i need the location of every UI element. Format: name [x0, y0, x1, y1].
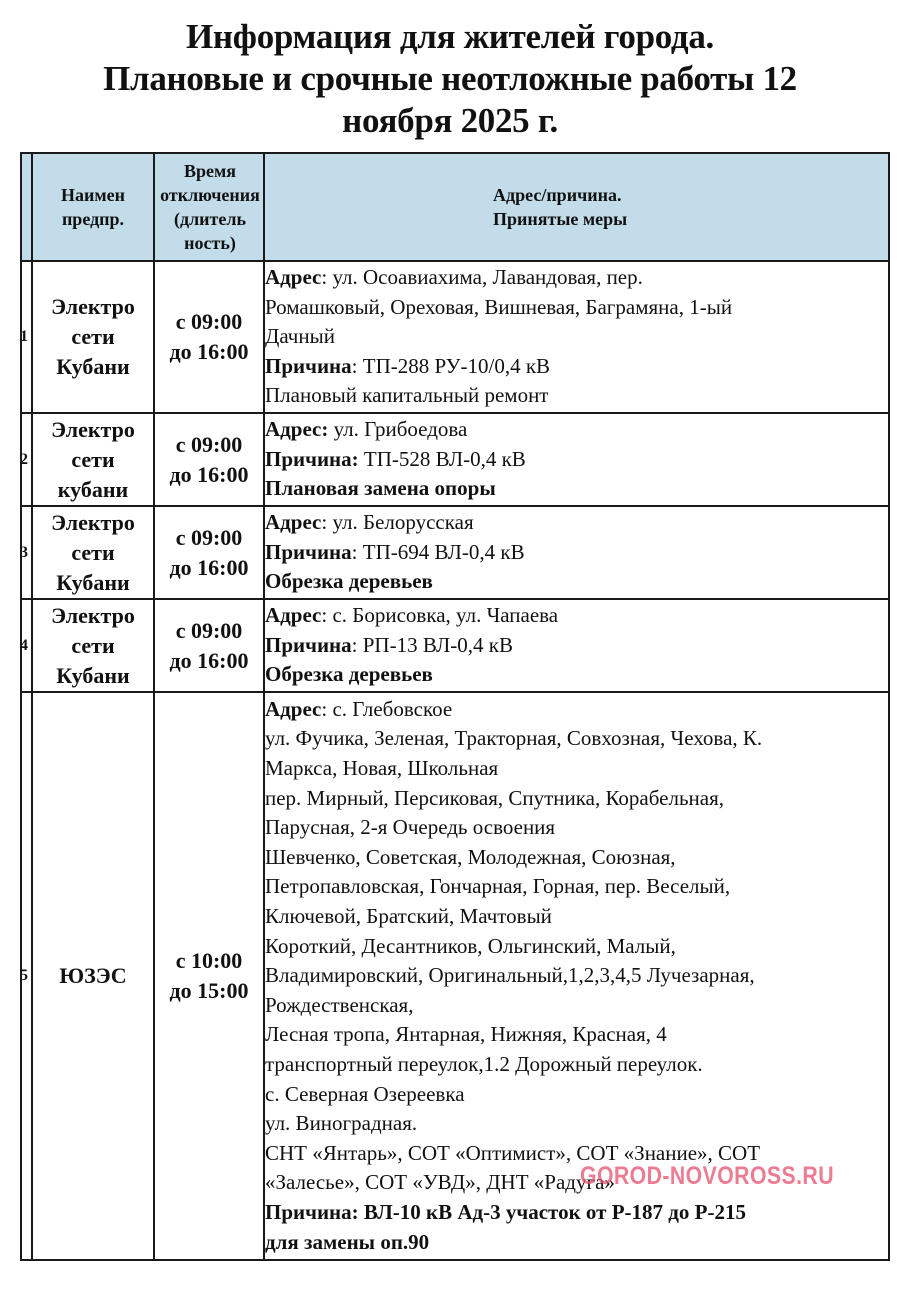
address-text: Ключевой, Братский, Мачтовый [265, 904, 552, 929]
header-num [21, 153, 32, 261]
table-row [21, 261, 889, 413]
organization-cell [32, 692, 154, 1260]
reason-text: : ТП-288 РУ-10/0,4 кВ [351, 353, 551, 378]
address-text: Короткий, Десантников, Ольгинский, Малый, [265, 933, 676, 958]
address-line [265, 724, 888, 754]
address-text: Ромашковый, Ореховая, Вишневая, Баграмяна, 1-ый [265, 294, 733, 319]
address-text: Лесная тропа, Янтарная, Нижняя, Красная, 4 [265, 1022, 667, 1047]
address-line [265, 754, 888, 784]
header-time-line: (длитель [173, 209, 247, 229]
outage-time-cell [154, 261, 264, 413]
row-number-text: 3 [20, 543, 28, 561]
reason-label: Причина: [265, 446, 359, 471]
header-address-line: Адрес/причина. [493, 185, 622, 205]
address-line [265, 1109, 888, 1139]
measure-line: Обрезка деревьев [265, 569, 433, 594]
address-label: Адрес [265, 265, 322, 290]
header-address [264, 153, 889, 261]
address-text: : с. Борисовка, ул. Чапаева [321, 603, 559, 628]
reason-line [265, 1198, 888, 1228]
address-line [265, 902, 888, 932]
reason-line [265, 631, 888, 661]
outage-start-time: с 09:00 [175, 309, 243, 334]
address-line [265, 1139, 888, 1169]
address-line [265, 843, 888, 873]
organization-name-line: сети [71, 539, 115, 565]
table-row [21, 413, 889, 506]
address-line [265, 932, 888, 962]
address-label: Адрес [265, 603, 322, 628]
measure-line: Обрезка деревьев [265, 662, 433, 687]
outage-time-cell [154, 413, 264, 506]
address-line [265, 415, 888, 445]
address-line [265, 1050, 888, 1080]
address-line [265, 872, 888, 902]
address-line [265, 293, 888, 323]
address-reason-cell [264, 413, 889, 506]
address-line [265, 263, 888, 293]
row-number [21, 261, 32, 413]
header-org [32, 153, 154, 261]
row-number [21, 413, 32, 506]
reason-line [265, 352, 888, 382]
reason-line [265, 445, 888, 475]
measure-line: для замены оп.90 [265, 1229, 430, 1254]
table-row [21, 506, 889, 599]
header-time-line: Время [183, 161, 236, 181]
organization-name-line: Электро [51, 416, 135, 442]
reason-label: Причина [265, 632, 352, 657]
outage-end-time: до 16:00 [169, 647, 249, 673]
reason-label: Причина: ВЛ-10 кВ Ад-3 участок от Р-187 до Р-215 [265, 1199, 746, 1224]
row-number-text: 4 [20, 636, 28, 654]
measure-line: Плановая замена опоры [265, 476, 496, 501]
address-line [265, 784, 888, 814]
address-line [265, 601, 888, 631]
organization-name-line: Кубани [56, 662, 130, 688]
address-line [265, 813, 888, 843]
table-row [21, 692, 889, 1260]
organization-name-line: кубани [57, 476, 129, 502]
header-org-line: Наимен [61, 185, 125, 205]
address-text: Шевченко, Советская, Молодежная, Союзная, [265, 844, 676, 869]
works-table [20, 152, 890, 1261]
outage-time-cell [154, 599, 264, 692]
title-line: Информация для жителей города. [186, 17, 714, 56]
outage-time-cell [154, 692, 264, 1260]
organization-cell [32, 261, 154, 413]
header-org-line: предпр. [61, 209, 125, 229]
title-line: Плановые и срочные неотложные работы 12 [103, 59, 797, 98]
organization-name-line: сети [71, 632, 115, 658]
address-text: транспортный переулок,1.2 Дорожный переулок. [265, 1051, 703, 1076]
reason-text: : ТП-694 ВЛ-0,4 кВ [351, 539, 525, 564]
address-text: Владимировский, Оригинальный,1,2,3,4,5 Лучезарная, [265, 963, 755, 988]
organization-name-line: Электро [51, 509, 135, 535]
address-text: Петропавловская, Гончарная, Горная, пер. Веселый, [265, 874, 731, 899]
row-number-text: 1 [20, 328, 28, 345]
address-line [265, 695, 888, 725]
measure-line: Плановый капитальный ремонт [265, 383, 549, 408]
address-text: «Залесье», СОТ «УВД», ДНТ «Радуга» [265, 1170, 615, 1195]
row-number-text: 5 [20, 967, 28, 984]
organization-cell [32, 506, 154, 599]
organization-cell [32, 599, 154, 692]
outage-end-time: до 16:00 [169, 554, 249, 580]
table-row [21, 599, 889, 692]
reason-text: : РП-13 ВЛ-0,4 кВ [351, 632, 513, 657]
address-reason-cell [264, 692, 889, 1260]
address-text: Парусная, 2-я Очередь освоения [265, 815, 556, 840]
reason-text: ТП-528 ВЛ-0,4 кВ [358, 446, 526, 471]
address-text: пер. Мирный, Персиковая, Спутника, Корабельная, [265, 785, 724, 810]
address-reason-cell [264, 506, 889, 599]
address-reason-cell [264, 599, 889, 692]
page-title [0, 16, 900, 142]
organization-cell [32, 413, 154, 506]
address-label: Адрес [265, 510, 322, 535]
outage-time-cell [154, 506, 264, 599]
outage-end-time: до 15:00 [169, 978, 249, 1003]
address-text: с. Северная Озереевка [265, 1081, 465, 1106]
address-text: ул. Фучика, Зеленая, Тракторная, Совхозная, Чехова, К. [265, 726, 763, 751]
address-text: ул. Виноградная. [265, 1111, 418, 1136]
address-text: СНТ «Янтарь», СОТ «Оптимист», СОТ «Знание», СОТ [265, 1140, 761, 1165]
header-time-line: ность) [184, 233, 236, 253]
address-text: : ул. Осоавиахима, Лавандовая, пер. [321, 265, 643, 290]
address-text: Рождественская, [265, 992, 414, 1017]
address-line [265, 322, 888, 352]
address-line [265, 508, 888, 538]
outage-start-time: с 09:00 [175, 617, 243, 643]
address-text: : ул. Белорусская [321, 510, 474, 535]
reason-line [265, 538, 888, 568]
address-line [265, 961, 888, 991]
header-time [154, 153, 264, 261]
watermark: GOROD-NOVOROSS.RU [580, 1162, 834, 1190]
address-line [265, 991, 888, 1021]
organization-name-line: Кубани [56, 354, 130, 379]
organization-name-line: Кубани [56, 569, 130, 595]
outage-start-time: с 09:00 [175, 431, 243, 457]
title-line: ноября 2025 г. [342, 101, 558, 140]
address-reason-cell [264, 261, 889, 413]
outage-end-time: до 16:00 [169, 339, 249, 364]
outage-start-time: с 09:00 [175, 524, 243, 550]
row-number [21, 692, 32, 1260]
address-line [265, 1080, 888, 1110]
organization-name-line: Электро [51, 602, 135, 628]
organization-name-line: сети [71, 324, 115, 349]
address-text: ул. Грибоедова [328, 417, 468, 442]
organization-name-line: сети [71, 446, 115, 472]
header-address-line: Принятые меры [493, 209, 628, 229]
address-text: Дачный [265, 324, 335, 349]
organization-name-line: ЮЗЭС [59, 963, 127, 988]
outage-end-time: до 16:00 [169, 461, 249, 487]
reason-label: Причина [265, 353, 352, 378]
row-number [21, 506, 32, 599]
address-line [265, 1168, 888, 1198]
row-number [21, 599, 32, 692]
table-header-row [21, 153, 889, 261]
address-line [265, 1020, 888, 1050]
organization-name-line: Электро [51, 294, 135, 319]
header-time-line: отключения [160, 185, 260, 205]
reason-label: Причина [265, 539, 352, 564]
address-text: Маркса, Новая, Школьная [265, 756, 499, 781]
address-label: Адрес [265, 696, 322, 721]
outage-start-time: с 10:00 [175, 948, 243, 973]
row-number-text: 2 [20, 450, 28, 468]
address-text: : с. Глебовское [321, 696, 453, 721]
address-label: Адрес: [265, 417, 329, 442]
